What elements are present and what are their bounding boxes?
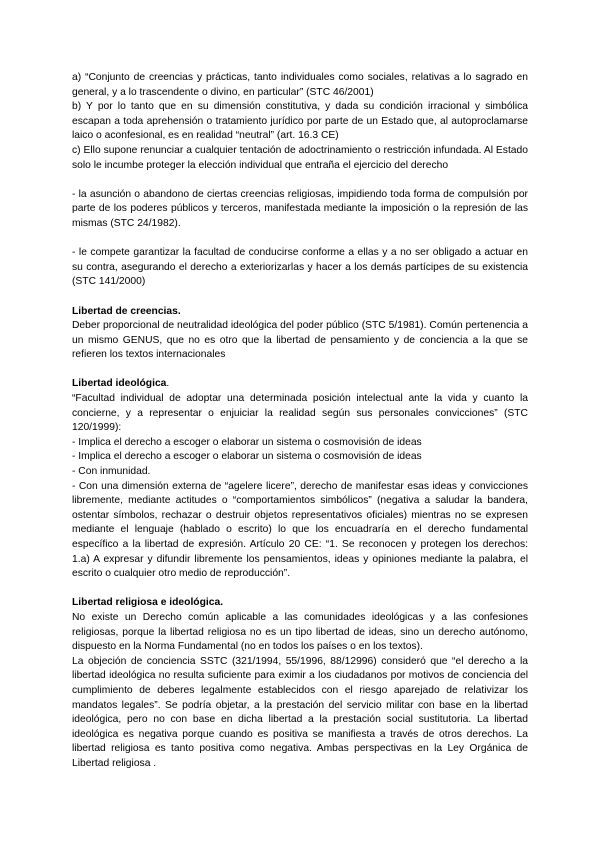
ideologica-quote: “Facultad individual de adoptar una determinada posición intelectual ante la vida y cuanto la concierne, y a representar o enjuiciar la realidad según sus personales convicciones” (STC 120/1999): — [72, 393, 528, 434]
religiosa-para-1: No existe un Derecho común aplicable a las comunidades ideológicas y a las confesiones religiosas, porque la libertad religiosa no es un tipo libertad de ideas, sino un derecho autónomo, dispuesto en la Norma Fundamental (no en todos los países o en los textos). — [72, 611, 528, 653]
ideologica-item-1: - Implica el derecho a escoger o elaborar un sistema o cosmovisión de ideas — [72, 436, 422, 448]
ideologica-item-2: - Implica el derecho a escoger o elaborar un sistema o cosmovisión de ideas — [72, 451, 422, 463]
heading-libertad-religiosa: Libertad religiosa e ideológica. — [72, 597, 224, 609]
document-page — [72, 71, 528, 772]
heading-libertad-creencias: Libertad de creencias. — [72, 305, 181, 317]
bullet-first: - la asunción o abandono de ciertas creencias religiosas, impidiendo toda forma de compulsión por parte de los poderes públicos y terceros, manifestada mediante la imposición o la represión de las mismas (STC 24/1982). — [72, 188, 528, 229]
heading-libertad-ideologica-text: Libertad ideológica — [72, 378, 167, 390]
intro-item-b: b) Y por lo tanto que en su dimensión constitutiva, y dada su condición irracional y simbólica escapan a toda aprehensión o tratamiento jurídico por parte de un Estado que, al autoproclamarse laico o aconfesional, es en realidad “neutral” (art. 16.3 CE) — [72, 101, 528, 142]
intro-item-c: c) Ello supone renunciar a cualquier tentación de adoctrinamiento o restricción infundada. Al Estado solo le incumbe proteger la elección individual que entraña el ejercicio del derecho — [72, 144, 528, 171]
bullet-second: - le compete garantizar la facultad de conducirse conforme a ellas y a no ser obligado a actuar en su contra, asegurando el derecho a exteriorizarlas y hacer a los demás partícipes de su existencia (STC 141/2000) — [72, 247, 528, 288]
ideologica-item-4: - Con una dimensión externa de “agelere licere”, derecho de manifestar esas ideas y convicciones libremente, mediante actitudes o “comportamientos simbólicos” (negativa a saludar la bandera, ostentar símbolos, rechazar o destruir objetos representativos oficiales) mientras no se expresen mediante el lenguaje (hablado o escrito) lo que los encuadraría en el derecho fundamental específico a la libertad de expresión. Artículo 20 CE: “1. Se reconocen y protegen los derechos: 1.a) A expresar y difundir libremente los pensamientos, ideas y opiniones mediante la palabra, el escrito o cualquier otro medio de reproducción”. — [72, 480, 528, 580]
heading-libertad-ideologica-punct: . — [166, 378, 170, 390]
intro-item-a: a) “Conjunto de creencias y prácticas, tanto individuales como sociales, relativas a lo sagrado en general, y a lo trascendente o divino, en particular” (STC 46/2001) — [72, 72, 528, 98]
ideologica-item-3: - Con inmunidad. — [72, 466, 151, 478]
heading-libertad-ideologica — [72, 377, 528, 392]
religiosa-para-2: La objeción de conciencia SSTC (321/1994, 55/1996, 88/12996) consideró que “el derecho a la libertad ideológica no resulta suficiente para eximir a los ciudadanos por motivos de conciencia del cumplimiento de deberes legalmente establecidos con el riesgo aparejado de relativizar los mandatos legales”. Se podría objetar, a la prestación del servicio militar con base en la libertad ideológica, pero no con base en dicha libertad a la prestación social sustitutoria. La libertad ideológica es negativa porque cuando es positiva se manifiesta a través de otros derechos. La libertad religiosa es tanto positiva como negativa. Ambas perspectivas en la Ley Orgánica de Libertad religiosa . — [72, 655, 528, 769]
creencias-body: Deber proporcional de neutralidad ideológica del poder público (STC 5/1981). Común pertenencia a un mismo GENUS, que no es otro que la libertad de pensamiento y de conciencia a la que se refieren los textos internacionales — [72, 320, 528, 361]
